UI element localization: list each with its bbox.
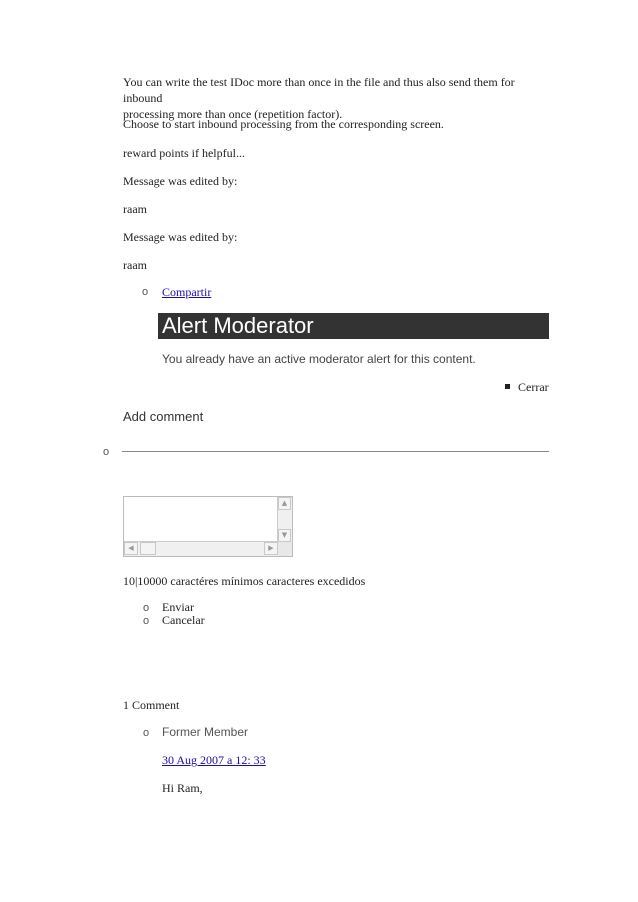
close-alert-button[interactable]: Cerrar — [518, 380, 549, 394]
cancel-button[interactable]: Cancelar — [162, 613, 205, 627]
submit-button[interactable]: Enviar — [162, 600, 194, 614]
add-comment-heading: Add comment — [123, 409, 204, 424]
edited-note: Message was edited by: — [123, 174, 238, 188]
resize-corner — [278, 542, 292, 556]
paragraph-reward: reward points if helpful... — [123, 146, 245, 160]
list-bullet: o — [103, 446, 110, 458]
divider — [122, 451, 549, 452]
scroll-down-icon[interactable]: ▼ — [278, 529, 291, 542]
paragraph-repetition — [123, 74, 553, 122]
square-bullet-icon — [505, 384, 510, 389]
scroll-right-icon[interactable]: ▶ — [264, 542, 278, 555]
comment-count: 1 Comment — [123, 698, 180, 712]
paragraph-line: processing more than once (repetition factor). — [123, 107, 343, 121]
list-bullet: o — [143, 615, 150, 627]
alert-moderator-message: You already have an active moderator alert for this content. — [162, 352, 476, 366]
edited-author: raam — [123, 258, 147, 272]
comment-date-link[interactable]: 30 Aug 2007 a 12: 33 — [162, 753, 266, 767]
comment-text: Hi Ram, — [162, 781, 203, 795]
paragraph-line: You can write the test IDoc more than once in the file and thus also send them for inbound — [123, 75, 515, 105]
horizontal-scrollbar[interactable] — [124, 541, 279, 556]
edited-author: raam — [123, 202, 147, 216]
char-counter: 10|10000 caractéres mínimos caracteres excedidos — [123, 574, 366, 588]
list-bullet: o — [142, 286, 149, 298]
scroll-left-icon[interactable]: ◀ — [124, 542, 138, 555]
vertical-scrollbar[interactable] — [277, 497, 292, 542]
comment-author: Former Member — [162, 725, 249, 739]
share-link[interactable]: Compartir — [162, 285, 212, 299]
scroll-thumb[interactable] — [140, 542, 156, 555]
list-bullet: o — [143, 602, 150, 614]
edited-note: Message was edited by: — [123, 230, 238, 244]
list-bullet: o — [143, 727, 150, 739]
scroll-up-icon[interactable]: ▲ — [278, 497, 291, 510]
paragraph-start-inbound: Choose to start inbound processing from the corresponding screen. — [123, 117, 444, 131]
alert-moderator-title: Alert Moderator — [158, 313, 549, 339]
comment-textarea[interactable] — [123, 496, 293, 557]
